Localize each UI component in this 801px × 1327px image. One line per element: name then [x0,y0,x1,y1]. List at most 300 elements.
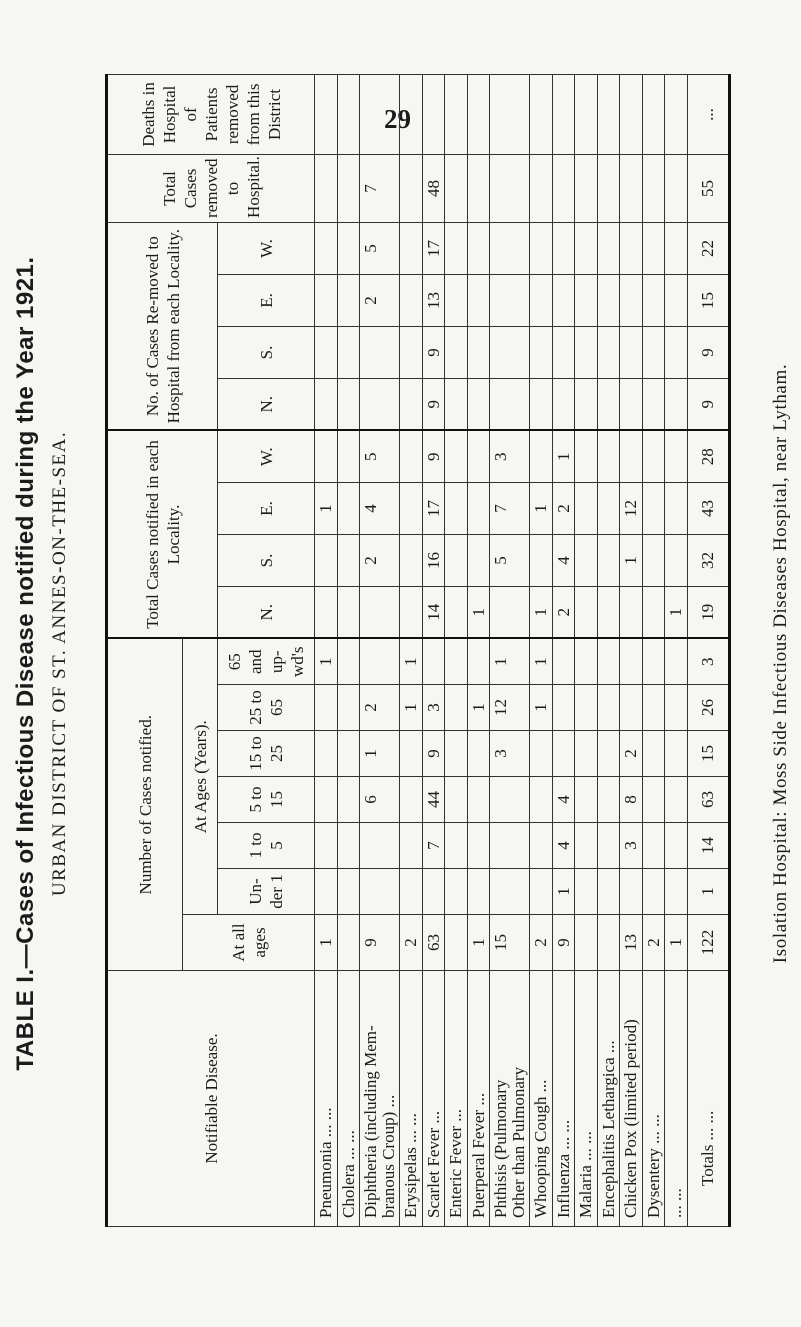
cell-value [400,777,423,823]
cell-value [575,74,598,154]
disease-name-line: Cholera ... ... [338,1130,358,1218]
cell-value [445,869,468,915]
disease-name-line: Influenza ... ... [553,1119,573,1218]
disease-name-line: Erysipelas ... ... [401,1113,420,1218]
cell-value [575,378,598,430]
table-row [337,74,360,1226]
cell-value [445,430,468,482]
cell-value [445,534,468,586]
cell-value [467,378,490,430]
cell-value [445,915,468,971]
cell-value: 7 [422,823,445,869]
cell-value [315,274,338,326]
cell-value: 15 [490,915,530,971]
header-removed-locality-col: W. [218,222,315,274]
cell-value: 4 [552,777,575,823]
cell-value [400,154,423,222]
cell-value [575,154,598,222]
cell-value [445,154,468,222]
table-row [597,74,620,1226]
cell-value: 2 [642,915,665,971]
cell-value [642,777,665,823]
table-row [467,74,490,1226]
cell-value [620,430,643,482]
cell-value [575,915,598,971]
cell-value [315,685,338,731]
cell-value [530,869,553,915]
cell-value [665,731,688,777]
disease-name-line: Malaria ... ... [576,1131,595,1218]
cell-value [530,74,553,154]
cell-value [400,731,423,777]
cell-value [665,222,688,274]
cell-value: 1 [400,638,423,684]
disease-name-line: Other than Pulmonary [508,1066,528,1218]
cell-value: 44 [422,777,445,823]
header-total-removed: Total Cases removed to Hospital. [107,154,315,222]
table-row [422,74,445,1226]
cell-value [665,482,688,534]
cell-value [360,869,400,915]
total-value: 55 [687,154,729,222]
total-value: 9 [687,326,729,378]
disease-name [445,971,468,1227]
cell-value: 3 [490,430,530,482]
cell-value [360,823,400,869]
disease-name [552,971,575,1227]
cell-value [597,586,620,638]
cell-value [400,534,423,586]
disease-name-line: ... ... [666,1188,685,1218]
cell-value [422,869,445,915]
disease-name [597,971,620,1227]
total-value: 28 [687,430,729,482]
cell-value [337,154,360,222]
disease-name [360,971,400,1227]
header-deaths: Deaths in Hospital of Patients removed from this District [107,74,315,154]
cell-value [530,378,553,430]
total-value: 63 [687,777,729,823]
cell-value: 2 [400,915,423,971]
header-age-group: Un-der 1 [218,869,315,915]
table-row [490,74,530,1226]
cell-value [620,638,643,684]
cell-value: 9 [360,915,400,971]
cell-value [530,326,553,378]
cell-value: 1 [360,731,400,777]
cell-value [490,326,530,378]
cell-value [337,482,360,534]
cell-value [575,430,598,482]
cell-value [530,731,553,777]
disease-name-line: Encephalitis Lethargica ... [598,1040,618,1218]
cell-value [552,638,575,684]
cell-value [575,685,598,731]
cell-value: 5 [490,534,530,586]
disease-name [400,971,423,1227]
cell-value [360,74,400,154]
totals-row [687,74,729,1226]
cell-value: 13 [620,915,643,971]
cell-value [597,74,620,154]
cell-value [315,154,338,222]
disease-name [490,971,530,1227]
cell-value: 2 [530,915,553,971]
cell-value: 1 [552,430,575,482]
table-row [575,74,598,1226]
cell-value [467,274,490,326]
disease-name [315,971,338,1227]
disease-name-line: Pneumonia ... ... [316,1107,335,1218]
cell-value [400,869,423,915]
cell-value: 4 [360,482,400,534]
cell-value [467,869,490,915]
cell-value [400,586,423,638]
cell-value [575,482,598,534]
cell-value [490,222,530,274]
cell-value [400,378,423,430]
cell-value [597,482,620,534]
cell-value [337,274,360,326]
cell-value [575,586,598,638]
table-row [642,74,665,1226]
table-row [620,74,643,1226]
header-notified-locality: E. [218,482,315,534]
page-number: 29 [384,104,411,134]
cell-value [597,777,620,823]
cell-value [597,685,620,731]
disease-name [620,971,643,1227]
total-value: 19 [687,586,729,638]
cell-value: 3 [422,685,445,731]
cell-value: 1 [467,915,490,971]
cell-value [360,638,400,684]
cell-value [665,823,688,869]
header-age-group: 5 to 15 [218,777,315,823]
cell-value [620,222,643,274]
cell-value [642,869,665,915]
cell-value [575,222,598,274]
cell-value: 9 [552,915,575,971]
disease-name [575,971,598,1227]
disease-name-line: Phthisis (Pulmonary [491,1079,510,1218]
total-value: 3 [687,638,729,684]
cell-value [597,869,620,915]
cell-value: 1 [620,534,643,586]
cell-value [337,378,360,430]
cell-value [620,154,643,222]
cell-value [552,222,575,274]
cell-value: 3 [620,823,643,869]
cell-value [665,378,688,430]
cell-value: 48 [422,154,445,222]
cell-value [445,777,468,823]
cell-value [422,74,445,154]
cell-value: 17 [422,482,445,534]
cell-value: 12 [620,482,643,534]
cell-value [467,430,490,482]
cell-value: 2 [360,685,400,731]
cell-value [552,326,575,378]
cell-value: 1 [552,869,575,915]
total-value: 122 [687,915,729,971]
cell-value [490,378,530,430]
cell-value [337,823,360,869]
cell-value [620,378,643,430]
header-age-group: 15 to 25 [218,731,315,777]
title-main: TABLE I.—Cases of Infectious Disease notified during the Year 1921. [12,256,39,1071]
header-age-group: 1 to 5 [218,823,315,869]
cell-value [400,482,423,534]
cell-value [360,326,400,378]
disease-name-line: Scarlet Fever ... [423,1110,443,1218]
cell-value [337,777,360,823]
cell-value [642,482,665,534]
cell-value [315,534,338,586]
cell-value [445,823,468,869]
cell-value [597,638,620,684]
cell-value [490,274,530,326]
footer-note: Isolation Hospital: Moss Side Infectious Diseases Hospital, near Lytham. [770,363,791,964]
total-value: ... [687,74,729,154]
cell-value [445,274,468,326]
cell-value [642,74,665,154]
cell-value [552,274,575,326]
cell-value [597,274,620,326]
cell-value [337,685,360,731]
cell-value [642,823,665,869]
cell-value [315,378,338,430]
total-value: 15 [687,731,729,777]
cell-value [530,430,553,482]
cell-value [575,534,598,586]
cell-value [575,731,598,777]
cell-value [597,154,620,222]
cell-value [620,869,643,915]
cell-value: 1 [530,586,553,638]
cell-value [620,326,643,378]
total-value: 14 [687,823,729,869]
disease-name-line: Chicken Pox (limited period) [621,1019,640,1218]
cell-value: 1 [315,482,338,534]
disease-name [422,971,445,1227]
header-removed-locality-col: S. [218,326,315,378]
cell-value [665,274,688,326]
cell-value [315,222,338,274]
cell-value [530,274,553,326]
cell-value: 4 [552,534,575,586]
disease-name-line: Puerperal Fever ... [468,1092,488,1218]
cell-value: 6 [360,777,400,823]
cell-value: 13 [422,274,445,326]
cell-value [552,74,575,154]
cell-value [552,154,575,222]
total-value: 26 [687,685,729,731]
cell-value [665,869,688,915]
cell-value [490,869,530,915]
cell-value [665,154,688,222]
disease-name [337,971,360,1227]
totals-label: Totals ... ... [687,971,729,1227]
cell-value: 1 [467,586,490,638]
cell-value [337,731,360,777]
cell-value: 1 [530,638,553,684]
cell-value [530,222,553,274]
cell-value [642,685,665,731]
cell-value [337,430,360,482]
header-at-all-ages: At all ages [183,915,315,971]
cell-value [467,482,490,534]
cell-value [665,777,688,823]
cell-value [620,74,643,154]
cell-value [360,586,400,638]
cell-value: 2 [552,586,575,638]
cell-value [467,326,490,378]
cell-value [665,326,688,378]
disease-name [642,971,665,1227]
cell-value: 4 [552,823,575,869]
cell-value [400,274,423,326]
cell-value [642,430,665,482]
cell-value [665,74,688,154]
header-notified-locality: W. [218,430,315,482]
cell-value [642,534,665,586]
cell-value [597,915,620,971]
table-row [552,74,575,1226]
disease-name-line: Dysentery ... ... [643,1114,663,1218]
cell-value [360,378,400,430]
cell-value [575,638,598,684]
header-removed-locality-col: N. [218,378,315,430]
cell-value [642,586,665,638]
cell-value [665,638,688,684]
cell-value [400,222,423,274]
total-value: 32 [687,534,729,586]
cell-value [445,638,468,684]
cell-value: 7 [360,154,400,222]
cell-value [620,685,643,731]
cell-value [467,154,490,222]
header-age-group: 65 and up-wd's [218,638,315,684]
cell-value [490,74,530,154]
header-age-group: 25 to 65 [218,685,315,731]
cell-value [315,869,338,915]
cell-value: 5 [360,430,400,482]
cell-value [445,326,468,378]
cell-value: 1 [490,638,530,684]
cell-value [490,777,530,823]
cell-value [467,731,490,777]
cell-value [642,731,665,777]
cell-value [445,74,468,154]
total-value: 15 [687,274,729,326]
cell-value [530,823,553,869]
cell-value [575,869,598,915]
cell-value [315,823,338,869]
cell-value [575,274,598,326]
cell-value: 9 [422,430,445,482]
cell-value [530,154,553,222]
header-disease: Notifiable Disease. [107,971,315,1227]
cell-value [597,534,620,586]
total-value: 1 [687,869,729,915]
cell-value [490,154,530,222]
cell-value [552,378,575,430]
title-sub: URBAN DISTRICT OF ST. ANNES-ON-THE-SEA. [49,430,70,897]
cell-value [422,638,445,684]
cell-value: 8 [620,777,643,823]
cell-value: 7 [490,482,530,534]
header-notified-locality: S. [218,534,315,586]
table-row [665,74,688,1226]
cell-value: 5 [360,222,400,274]
cell-value [575,326,598,378]
cell-value [597,326,620,378]
cell-value [597,731,620,777]
cell-value: 9 [422,731,445,777]
cell-value: 1 [315,638,338,684]
cell-value [445,685,468,731]
cell-value [337,534,360,586]
cell-value [315,430,338,482]
total-value: 22 [687,222,729,274]
cell-value [467,74,490,154]
cell-value [445,586,468,638]
disease-name [467,971,490,1227]
cell-value: 1 [400,685,423,731]
cell-value [337,326,360,378]
cell-value [337,74,360,154]
header-at-ages-years: At Ages (Years). [183,638,218,914]
cell-value [315,777,338,823]
header-notified-locality: N. [218,586,315,638]
cell-value [400,823,423,869]
table-row [400,74,423,1226]
cell-value [620,586,643,638]
table-row [530,74,553,1226]
header-removed-locality: No. of Cases Re-moved to Hospital from each Locality. [107,222,218,430]
cell-value [665,534,688,586]
cell-value: 16 [422,534,445,586]
cell-value: 17 [422,222,445,274]
cell-value: 1 [467,685,490,731]
cell-value [642,154,665,222]
disease-name-line: Whooping Cough ... [531,1079,550,1218]
cell-value: 9 [422,378,445,430]
cell-value [467,534,490,586]
cell-value [337,222,360,274]
cell-value [552,685,575,731]
cell-value: 12 [490,685,530,731]
cell-value [337,869,360,915]
cell-value [665,430,688,482]
total-value: 9 [687,378,729,430]
table-row [360,74,400,1226]
cell-value [400,430,423,482]
cell-value [642,274,665,326]
cell-value [490,586,530,638]
infectious-disease-table [105,74,731,1227]
cell-value: 1 [665,915,688,971]
cell-value: 2 [620,731,643,777]
cell-value [315,586,338,638]
header-removed-locality-col: E. [218,274,315,326]
disease-name [665,971,688,1227]
cell-value: 1 [530,482,553,534]
cell-value [315,74,338,154]
disease-name-line: Enteric Fever ... [446,1108,465,1218]
cell-value [337,638,360,684]
